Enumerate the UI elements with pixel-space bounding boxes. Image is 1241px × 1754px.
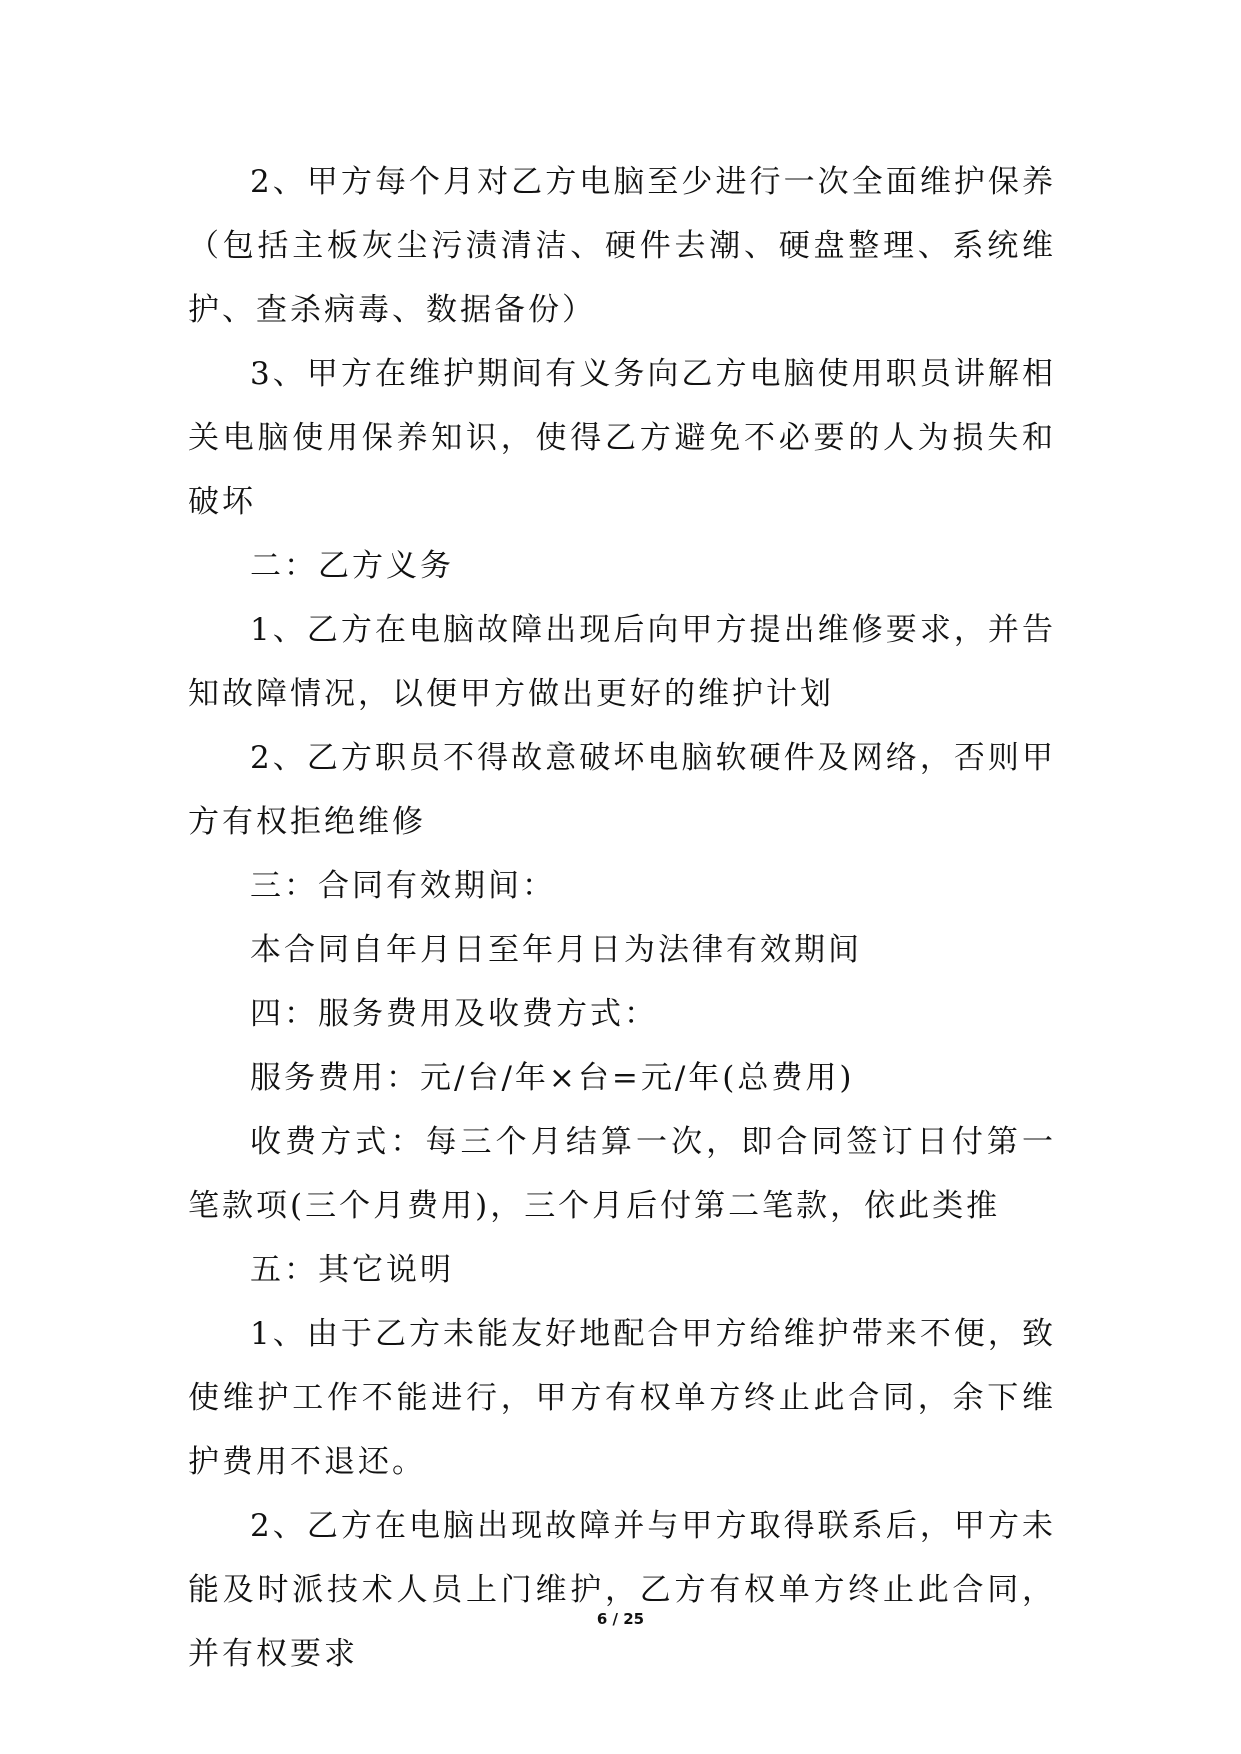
paragraph-party-b-clause-2: 2、乙方职员不得故意破坏电脑软硬件及网络，否则甲方有权拒绝维修 xyxy=(188,740,1056,840)
section-heading-validity: 三：合同有效期间： xyxy=(250,868,556,904)
page-number: 6 / 25 xyxy=(596,1610,645,1628)
paragraph-other-clause-2: 2、乙方在电脑出现故障并与甲方取得联系后，甲方未能及时派技术人员上门维护，乙方有权单方终止此合同，并有权要求 xyxy=(188,1508,1056,1672)
paragraph-clause-2-maintenance: 2、甲方每个月对乙方电脑至少进行一次全面维护保养（包括主板灰尘污渍清洁、硬件去潮、硬盘整理、系统维护、查杀病毒、数据备份） xyxy=(188,164,1056,328)
paragraph-clause-3-training: 3、甲方在维护期间有义务向乙方电脑使用职员讲解相关电脑使用保养知识，使得乙方避免不必要的人为损失和破坏 xyxy=(188,356,1056,520)
section-heading-fees: 四：服务费用及收费方式： xyxy=(250,996,658,1032)
paragraph-service-fee: 服务费用：元/台/年×台=元/年(总费用) xyxy=(250,1060,855,1096)
document-body xyxy=(188,150,1056,1686)
section-heading-other-notes: 五：其它说明 xyxy=(250,1252,454,1288)
paragraph-validity-period: 本合同自年月日至年月日为法律有效期间 xyxy=(250,932,862,968)
paragraph-other-clause-1: 1、由于乙方未能友好地配合甲方给维护带来不便，致使维护工作不能进行，甲方有权单方终止此合同，余下维护费用不退还。 xyxy=(188,1316,1056,1480)
section-heading-party-b-duties: 二：乙方义务 xyxy=(250,548,454,584)
paragraph-party-b-clause-1: 1、乙方在电脑故障出现后向甲方提出维修要求，并告知故障情况，以便甲方做出更好的维护计划 xyxy=(188,612,1056,712)
paragraph-payment-method: 收费方式：每三个月结算一次，即合同签订日付第一笔款项(三个月费用)，三个月后付第二笔款，依此类推 xyxy=(188,1124,1056,1224)
